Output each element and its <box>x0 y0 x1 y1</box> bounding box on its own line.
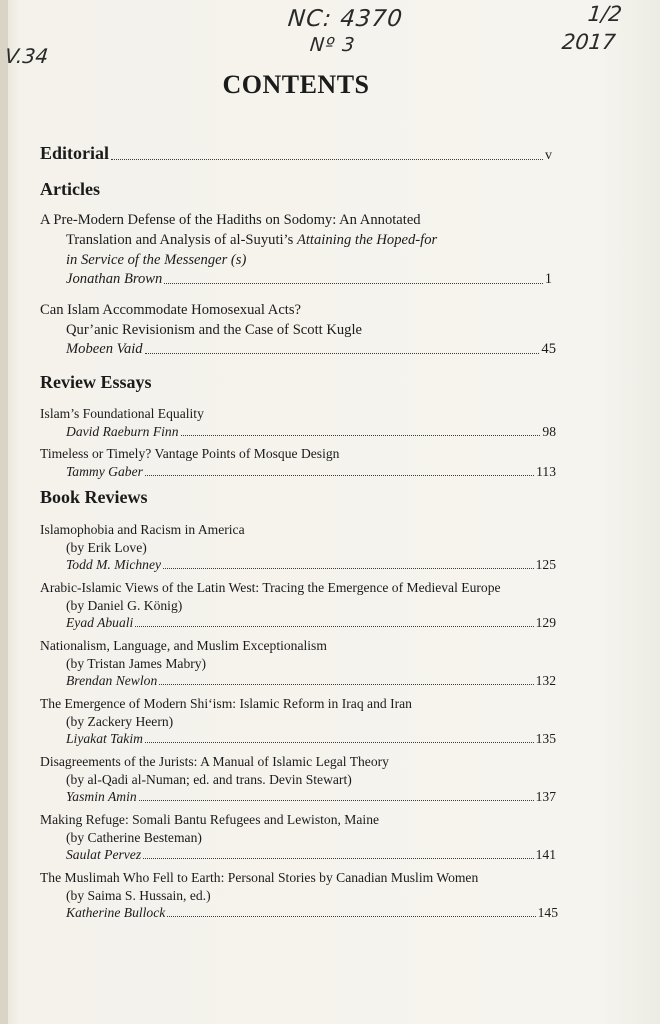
reviewer: Yasmin Amin <box>66 789 137 804</box>
page-number: 129 <box>535 615 556 630</box>
reviewer: Todd M. Michney <box>66 557 162 572</box>
dot-leader <box>163 568 534 569</box>
book-author-note: (by Catherine Besteman) <box>66 830 202 845</box>
essay-title: Timeless or Timely? Vantage Points of Mosque Design <box>40 446 340 461</box>
essay-title: Islam’s Foundational Equality <box>40 406 204 421</box>
toc-article-entry[interactable] <box>66 341 556 358</box>
dot-leader <box>145 353 540 354</box>
page-number: 125 <box>535 557 556 572</box>
book-title: Nationalism, Language, and Muslim Exceptionalism <box>40 638 327 653</box>
dot-leader <box>145 475 534 476</box>
handwritten-fraction: 1/2 <box>586 2 624 26</box>
essay-author: David Raeburn Finn <box>66 424 179 439</box>
handwritten-volume: V.34 <box>3 44 50 68</box>
reviewer: Liyakat Takim <box>66 731 143 746</box>
reviewer: Katherine Bullock <box>66 905 166 920</box>
article-title-italic: Attaining the Hoped-for <box>296 232 438 248</box>
page-number: 1 <box>544 271 552 287</box>
reviewer: Brendan Newlon <box>66 673 158 688</box>
dot-leader <box>139 800 534 801</box>
handwritten-call-number: NC: 4370 <box>286 6 405 32</box>
book-author-note: (by al-Qadi al-Numan; ed. and trans. Devin Stewart) <box>66 772 352 787</box>
toc-editorial[interactable] <box>40 143 552 164</box>
toc-book-review-entry[interactable] <box>66 847 556 863</box>
dot-leader <box>167 916 535 917</box>
dot-leader <box>143 858 533 859</box>
toc-book-review-entry[interactable] <box>66 557 556 573</box>
page-spine-shadow <box>0 0 8 1024</box>
dot-leader <box>164 283 542 284</box>
page-number: 113 <box>536 464 556 479</box>
editorial-label: Editorial <box>40 143 110 163</box>
toc-article-entry[interactable] <box>66 271 552 288</box>
book-title: Islamophobia and Racism in America <box>40 522 245 537</box>
reviewer: Saulat Pervez <box>66 847 142 862</box>
handwritten-year: 2017 <box>560 30 617 54</box>
page-number: 98 <box>542 424 556 439</box>
book-title: The Emergence of Modern Shi‘ism: Islamic Reform in Iraq and Iran <box>40 696 412 711</box>
toc-book-review-entry[interactable] <box>66 673 556 689</box>
article-author: Mobeen Vaid <box>66 341 143 357</box>
page-number: 135 <box>535 731 556 746</box>
toc-essay-entry[interactable] <box>66 464 556 480</box>
dot-leader <box>181 435 541 436</box>
book-author-note: (by Zackery Heern) <box>66 714 174 729</box>
dot-leader <box>135 626 533 627</box>
essay-author: Tammy Gaber <box>66 464 143 479</box>
book-author-note: (by Tristan James Mabry) <box>66 656 207 671</box>
section-heading-review-essays: Review Essays <box>40 372 152 392</box>
article-author: Jonathan Brown <box>66 271 163 287</box>
toc-essay-entry[interactable] <box>66 424 556 440</box>
handwritten-issue-number: Nº 3 <box>308 34 357 56</box>
article-title-line <box>66 232 437 249</box>
article-title-line: in Service of the Messenger (s) <box>66 252 247 268</box>
book-title: Disagreements of the Jurists: A Manual of Islamic Legal Theory <box>40 754 389 769</box>
page-number: 145 <box>537 905 558 920</box>
book-title: Making Refuge: Somali Bantu Refugees and Lewiston, Maine <box>40 812 380 827</box>
article-title-text: Translation and Analysis of al-Suyuti’s <box>66 232 297 248</box>
page-number: 132 <box>535 673 556 688</box>
toc-book-review-entry[interactable] <box>66 905 558 921</box>
book-author-note: (by Saima S. Hussain, ed.) <box>66 888 211 903</box>
book-author-note: (by Erik Love) <box>66 540 147 555</box>
book-title: The Muslimah Who Fell to Earth: Personal Stories by Canadian Muslim Women <box>40 870 479 885</box>
section-heading-articles: Articles <box>40 179 100 199</box>
page-number: v <box>545 148 552 163</box>
toc-book-review-entry[interactable] <box>66 731 556 747</box>
dot-leader <box>159 684 533 685</box>
article-title-line: Qur’anic Revisionism and the Case of Scott Kugle <box>66 322 363 338</box>
page-title: CONTENTS <box>222 70 370 99</box>
book-author-note: (by Daniel G. König) <box>66 598 183 613</box>
page-number: 137 <box>535 789 556 804</box>
toc-book-review-entry[interactable] <box>66 615 556 631</box>
page-number: 45 <box>541 341 556 357</box>
dot-leader <box>145 742 534 743</box>
section-heading-book-reviews: Book Reviews <box>40 487 148 507</box>
toc-book-review-entry[interactable] <box>66 789 556 805</box>
page-number: 141 <box>535 847 556 862</box>
dot-leader <box>111 159 543 160</box>
reviewer: Eyad Abuali <box>66 615 134 630</box>
article-title-line: Can Islam Accommodate Homosexual Acts? <box>40 302 302 318</box>
article-title-line: A Pre-Modern Defense of the Hadiths on Sodomy: An Annotated <box>40 212 421 228</box>
book-title: Arabic-Islamic Views of the Latin West: Tracing the Emergence of Medieval Europe <box>40 580 501 595</box>
